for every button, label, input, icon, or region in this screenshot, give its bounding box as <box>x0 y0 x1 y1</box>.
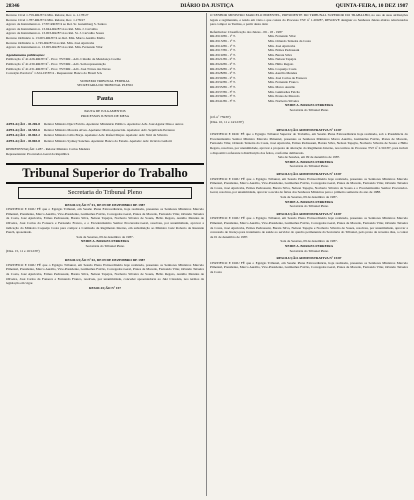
intro-paragraph: O SENHOR MINISTRO MARCELO PIMENTEL, PRESIDENTE DO TRIBUNAL SUPERIOR DO TRABALHO, no uso de suas atribuições legais e regimentais, e tendo em vista o que consta do Processo TST nº 1.200/87, RESOLVE designar os Senhores Juízes abaixo relacionados para compor as Turmas, a partir desta data: <box>210 13 408 27</box>
reference-line: (Diss. 10, 11 e 14/12/87) <box>210 120 244 125</box>
text-line: Correição Parcial nº 1.324-CP/87/4 - Requerente: Banco do Brasil S/A <box>6 71 102 76</box>
left-column <box>6 13 204 496</box>
table-row: RR-6528/86 - 2ª T. Min. Aurélio Mendes <box>210 71 298 76</box>
pauta-item <box>6 128 204 133</box>
tst-title: Tribunal Superior do Trabalho <box>6 163 204 184</box>
court-name: SUPREMO TRIBUNAL FEDERAL <box>80 78 130 83</box>
pauta-intro: PAUTA DE JULGAMENTOS <box>84 108 126 113</box>
table-row: RR-6532/86 - 3ª T. Min. Fernando Franco <box>210 80 299 85</box>
table-row: RR-6519/86 - 1ª T. Min. Barata Silva <box>210 52 293 57</box>
table-row: RR-6521/86 - 2ª T. Min. Nelson Tapajós <box>210 57 297 62</box>
pauta-item-label: APELAÇÃO - 44.583-6 <box>6 127 40 132</box>
signer-name: NEIDE A. BORGES FERREIRA <box>284 103 334 108</box>
pauta-footer: Representante: Procurador-Geral da República <box>6 152 70 157</box>
right-column <box>210 13 408 496</box>
text-line: Recurso Ordinário n. 13.003-RR/87/4 ao Rel. Min. Marco Aurélio Mello <box>6 35 105 40</box>
resolution-body: CERTIFICO E DOU FÉ que o Egrégio Tribunal, em Sessão Plena Extraordinária, hoje realizada, presentes os Senhores Ministros Marcelo Pimentel, Presidente, Marco Aurélio, Vice-Presidente, Guimarães Falcão, Corregedor-Geral, Prates de Macedo, Fernando Vilar, Orlando Teixeira da Costa <box>210 260 408 274</box>
table-row: RR-6526/86 - 2ª T. Min. Coqueijo Costa <box>210 66 297 71</box>
resolution-footer: (Diss. 15, 11 e 10/12/87) <box>6 248 40 253</box>
resolution-footer: RESOLUÇÃO Nº 157 <box>89 285 121 290</box>
signer-name: NEIDE A. BORGES FERREIRA <box>284 243 334 248</box>
table-row: RR-6524/86 - 2ª T. Min. Hélio Regato <box>210 61 294 66</box>
page-header <box>6 4 408 12</box>
issue-date: QUINTA-FEIRA, 10 DEZ 1987 <box>335 3 408 9</box>
page-number: 28346 <box>6 3 20 9</box>
text-line: Recurso Ordinário n. 1.745-RR/87/4 ao Rel. Min. José Ajuricaba <box>6 40 95 45</box>
resolution-sign-date: Sala de Sessões, 09 de dezembro de 1987. <box>76 234 134 239</box>
table-row: RR-6513/86 - 1ª T. Min. Orlando Teixeira da Costa <box>210 38 311 43</box>
resolution-body: CERTIFICO E DOU FÉ que o Egrégio Tribunal, em Sessão Plena Extraordinária hoje realizada, presentes os Senhores Ministros Marcelo Pimentel, Presidente, Marco Aurélio, Vice-Presidente, Guimarães Falcão, Corregedor-Geral, Prates de Macedo, Fernando Vilar, Orlando Teixeira da Costa, José Ajuricaba, Ermes Pedrassani, Barata Silva, Nelson Tapajós, Norberto Silveira de Souza, Hélio Regato, Aurélio Mendes de Oliveira, José Carlos da Fonseca e Fernando Franco, resolveu, por unanimidade, conceder aposentadoria ao Juiz Classista, nos termos da legislação em vigor. <box>6 262 204 286</box>
pauta-item-label: APELAÇÃO - 45.865-8 <box>6 138 40 143</box>
secretariat-box: Secretaria do Tribunal Pleno <box>18 187 192 199</box>
resolution-title: RESOLUÇÃO Nº 01, DE 09 DE DEZEMBRO DE 1987 <box>64 202 146 207</box>
pauta-item <box>6 133 204 138</box>
pauta-item-label: APELAÇÃO - 45.206-8 <box>6 122 40 127</box>
top-lines <box>6 13 204 50</box>
pauta-box: Pauta <box>32 91 178 106</box>
court-secretariat: SECRETARIA DO TRIBUNAL PLENO <box>77 83 133 88</box>
journal-title: DIÁRIO DA JUSTIÇA <box>180 3 234 9</box>
pauta-footer: REPRESENTAÇÃO 1.287 - Relator Ministro Carlos Madeira <box>6 147 91 152</box>
text-line: Publicação nº 41.226-RR/87/4º - Proc. TST/RR - Adv. Cláudio de Mendonça Coelho <box>6 57 122 62</box>
text-line: Publicação nº 41.230-RR/87/4º - Proc. TST/RR - Adv. Sem representação <box>6 61 106 66</box>
pauta-item <box>6 122 204 127</box>
signer-name: NEIDE A. BORGES FERREIRA <box>80 239 130 244</box>
table-row: RR-6539/86 - 3ª T. Min. Prates de Macedo <box>210 94 300 99</box>
pauta-item <box>6 139 204 144</box>
text-line: Recurso Cível 1.787-RR/87/4 Min. Relator, Rec. 1.178/27 <box>6 17 86 22</box>
resolution-body: CERTIFICO E DOU FÉ que o Egrégio Tribunal, em Sessão Plena Extraordinária hoje realizada, presentes os Senhores Ministros Marcelo Pimentel, Presidente, Marco Aurélio, Vice-Presidente, Guimarães Falcão, Corregedor-Geral, Prates de Macedo, Fernando Vilar, Orlando Teixeira da Costa, José Ajuricaba, Ermes Pedrassani, Barata Silva, Nelson Tapajós e Norberto Silveira de Souza, resolveu, por unanimidade, aprovar a concessão de licença para tratamento de saúde ao servidor do quadro permanente da Secretaria do Tribunal, pelo prazo de noventa dias, a contar de 01 de dezembro de 1987. <box>210 216 408 239</box>
pauta-item-text: Relator Ministro Moreira Alves. Apelante: Maria Aparecida. Apelados: Adv. Sepúlveda Pertence <box>44 127 175 132</box>
resolution-body: CERTIFICO E DOU FÉ que o Egrégio Tribunal, em Sessão Plena Extraordinária hoje realizada, presentes os Senhores Ministros Marcelo Pimentel, Presidente, Marco Aurélio, Vice-Presidente, Guimarães Falcão, Corregedor-Geral, Prates de Macedo, Fernando Vilar, Orlando Teixeira da Costa, José Ajuricaba, Ermes Pedrassani, Barata Silva, Nelson Tapajós, Norberto Silveira de Souza e o Excelentíssimo Senhor Procurador-Geral, resolveu, por unanimidade, aprovar a escala de férias dos Senhores Ministros para o primeiro semestre do ano de 1988. <box>210 176 408 195</box>
resolution-title: RESOLUÇÃO ADMINISTRATIVA Nº 14/87 <box>276 211 342 216</box>
signer-role: Secretária do Tribunal Pleno <box>289 204 329 209</box>
pauta-item-label: APELAÇÃO - 45.863-2 <box>6 133 40 138</box>
table-row: RR-6535/86 - 3ª T. Min. Marco Aurélio <box>210 84 296 89</box>
signer-role: Secretária do Tribunal Pleno <box>289 107 329 112</box>
resolution-sign-date: Sala de Sessões, 09 de dezembro de 1987. <box>280 239 338 244</box>
text-line: Recurso Cível 1.759-RR/87/4 Min. Relator, Rec. n. 1.178/27 <box>6 13 89 17</box>
signer-role: Secretária do Tribunal Pleno <box>289 164 329 169</box>
text-line: Publicação nº 41.231-RR/87/4º - Proc. TST/RR - Adv. José Tôrres das Neves <box>6 66 111 71</box>
column-divider <box>206 13 207 496</box>
table-row: RR-6530/86 - 2ª T. Min. José Carlos da Fonseca <box>210 75 307 80</box>
signer-name: NEIDE A. BORGES FERREIRA <box>284 199 334 204</box>
table-row: RR-6510/86 - 1ª T. Min. Fernando Vilar <box>210 34 296 39</box>
signer-role: Secretária do Tribunal Pleno <box>85 244 125 248</box>
reference-line: (Of. nº 759/87) <box>210 115 231 120</box>
table-row: RR-6517/86 - 1ª T. Min. Ermes Pedrassani <box>210 48 300 53</box>
resolution-sign-date: Sala de Sessões, 09 de dezembro de 1987. <box>280 194 338 199</box>
resolution-sign-date: Sala de Sessões, em 09 de dezembro de 1987. <box>277 155 341 160</box>
text-line: Agravo de Instrumento n. 13.005-RR/87/4 ao Rel. Min. Fernando Vilar <box>6 45 103 50</box>
resolution-title: RESOLUÇÃO ADMINISTRATIVA Nº 13/87 <box>276 172 342 176</box>
agenda-title: Agendamento publicações: <box>6 52 45 57</box>
resolution-body: CERTIFICO E DOU FÉ que o Egrégio Tribunal, em Sessão Plena Extraordinária, hoje realizada, presentes os Senhores Ministros Marcelo Pimentel, Presidente, Marco Aurélio, Vice-Presidente, Guimarães Falcão, Corregedor-Geral, Prates de Macedo, Fernando Vilar, Orlando Teixeira da Costa, José Ajuricaba, Ermes Pedrassani, Barata Silva, Nelson Tapajós, Norberto Silveira de Souza, Hélio Regato, Aurélio Mendes de Oliveira, José Carlos da Fonseca e Fernando Franco, e o Excelentíssimo Senhor Procurador-Geral, resolveu, por unanimidade, aprovar a indicação do Ministro Coqueijo Costa para compor a Comissão de Regimento Interno, em substituição ao Ministro Luiz Roberto de Rezende Puech, aposentado. <box>6 207 204 235</box>
signer-name: NEIDE A. BORGES FERREIRA <box>284 159 334 164</box>
resolution-body: CERTIFICO E DOU FÉ que o Egrégio Tribunal Superior do Trabalho, em Sessão Plena Extraordinária hoje realizada, sob a Presidência do Excelentíssimo Senhor Ministro Marcelo Pimentel, presentes os Senhores Ministros Marco Aurélio, Guimarães Falcão, Prates de Macedo, Fernando Vilar, Orlando Teixeira da Costa, José Ajuricaba, Ermes Pedrassani, Barata Silva, Nelson Tapajós, Norberto Silveira de Souza e Hélio Regato, resolveu, por unanimidade, aprovar a proposta de alteração do Regimento Interno, nos termos do Processo TST nº 2.310/87, para incluir o dispositivo referente à distribuição dos feitos, conforme deliberado. <box>210 132 408 155</box>
pauta-item-text: Relator Ministro Sydney Sanches. Apelante: Banco do Estado. Apelado: Adv. Octavio Gallotti <box>44 138 172 143</box>
text-line: Agravo de Instrumento n. 17/87-RR/87/4 ao Rel. Sr. Gutemberg S. Santos <box>6 22 107 27</box>
pauta-item-text: Relator Ministro Célio Borja. Apelante: Adv. Rafael Mayer. Apelado: Adv. Néri da Silveira <box>44 133 168 138</box>
pauta-item-text: Relator Ministro Djaci Falcão. Apelante: Ministério Público. Apelados: Adv. José Aguiar Dias e outros <box>44 122 184 127</box>
resolution-title: RESOLUÇÃO Nº 02, DE 09 DE DEZEMBRO DE 1987 <box>64 258 146 263</box>
reference-line: Referências: Classificação dos Juízes - 06 - 18 - 1987 <box>210 29 283 34</box>
text-line: Agravo de Instrumento n. 13.944-RR/87/4 ao Rel. Min. J. Carvalho <box>6 26 98 31</box>
signer-role: Secretária do Tribunal Pleno <box>289 248 329 253</box>
assignment-table <box>210 34 408 103</box>
table-row: RR-6541/86 - 3ª T. Min. Norberto Silveira <box>210 98 299 103</box>
resolution-title: RESOLUÇÃO ADMINISTRATIVA Nº 15/87 <box>276 256 342 261</box>
resolution-title: RESOLUÇÃO ADMINISTRATIVA Nº 12/87 <box>276 127 342 132</box>
pauta-intro: PROCESSOS JUNTOS DE MESA <box>80 113 130 118</box>
text-line: Agravo de Instrumento n. 13.003-RR/87/4 ao Rel. Sr. J. Carvalho Souza <box>6 31 105 36</box>
table-row: RR-6537/86 - 3ª T. Min. Guimarães Falcão <box>210 89 300 94</box>
table-row: RR-6514/86 - 1ª T. Min. José Ajuricaba <box>210 43 296 48</box>
